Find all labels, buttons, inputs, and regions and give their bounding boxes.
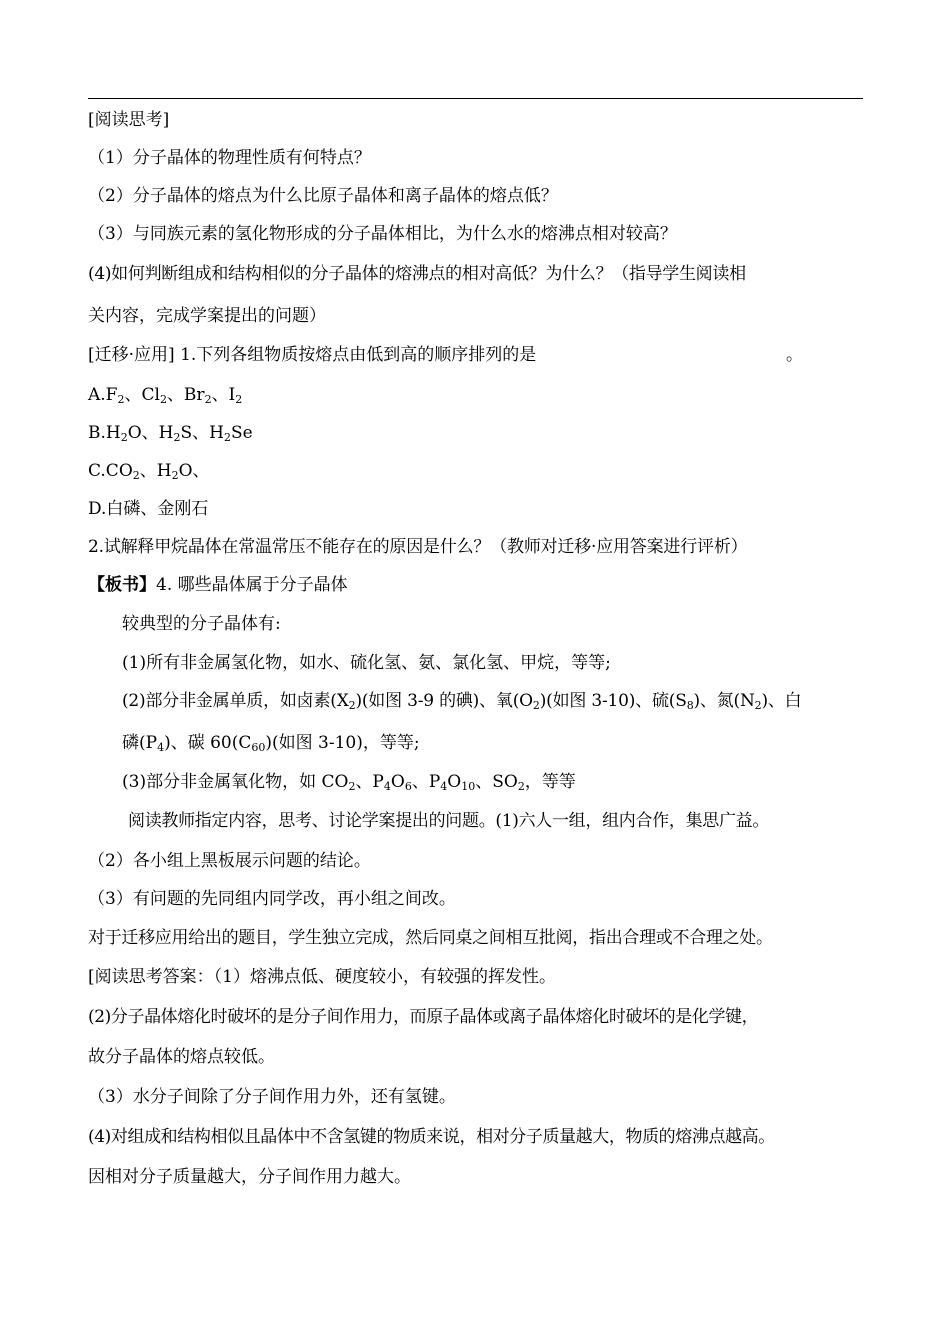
question-4: (4)如何判断组成和结构相似的分子晶体的熔沸点的相对高低？为什么？（指导学生阅读相 (88, 264, 746, 284)
answer-2: (2)分子晶体熔化时破坏的是分子间作用力，而原子晶体或离子晶体熔化时破坏的是化学键， (88, 1007, 759, 1027)
transfer-exercise-1: [迁移·应用] 1.下列各组物质按熔点由低到高的顺序排列的是 (88, 345, 537, 365)
question-2: （2）分子晶体的熔点为什么比原子晶体和离子晶体的熔点低？ (88, 186, 558, 206)
blackboard-heading (88, 573, 348, 597)
category-1: (1)所有非金属氢化物，如水、硫化氢、氨、氯化氢、甲烷，等等; (122, 653, 611, 673)
typical-molecular-crystals: 较典型的分子晶体有: (122, 614, 281, 634)
option-d: D.白磷、金刚石 (88, 499, 209, 519)
activity-step-2: （2）各小组上黑板展示问题的结论。 (88, 851, 371, 871)
answer-2-continued: 故分子晶体的熔点较低。 (88, 1047, 275, 1067)
category-2-continued: 磷$(P_4)$、碳 $60(C_{60})$(如图 3-10)，等等; (122, 733, 420, 754)
option-a: $A.F_2$、$Cl_2$、$Br_2$、$I_2$ (88, 385, 243, 406)
question-3: （3）与同族元素的氢化物形成的分子晶体相比，为什么水的熔沸点相对较高？ (88, 224, 677, 244)
blackboard-title: 4. 哪些晶体属于分子晶体 (156, 575, 348, 595)
blackboard-tag: 【板书】 (88, 575, 156, 595)
question-1: （1）分子晶体的物理性质有何特点？ (88, 148, 371, 168)
answer-4: (4)对组成和结构相似且晶体中不含氢键的物质来说，相对分子质量越大，物质的熔沸点越高。 (88, 1127, 775, 1147)
activity-step-3: （3）有问题的先同组内同学改，再小组之间改。 (88, 889, 456, 909)
transfer-exercise-2: 2.试解释甲烷晶体在常温常压不能存在的原因是什么？（教师对迁移·应用答案进行评析） (88, 537, 748, 557)
option-b: $B.H_2O$、$H_2S$、$H_2Se$ (88, 423, 253, 444)
answer-3: （3）水分子间除了分子间作用力外，还有氢键。 (88, 1087, 456, 1107)
category-2: (2)部分非金属单质，如卤素$(X_2)$(如图 3-9 的碘)、氧$(O_2)$(如图 3-10)、硫$(S_8)$、氮$(N_2)$、白 (122, 691, 802, 712)
section-heading-reading: [阅读思考] (88, 110, 170, 130)
option-c: $C.CO_2$、$H_2O$、 (88, 461, 210, 482)
category-3: (3)部分非金属氧化物，如 $CO_2$、$P_4O_6$、$P_4O_{10}$、$SO_2$，等等 (122, 772, 576, 793)
header-rule (88, 98, 863, 99)
reading-activity: 阅读教师指定内容，思考、讨论学案提出的问题。(1)六人一组，组内合作，集思广益。 (128, 811, 770, 831)
peer-review-note: 对于迁移应用给出的题目，学生独立完成，然后同桌之间相互批阅，指出合理或不合理之处。 (88, 928, 773, 948)
exercise-1-period: 。 (786, 345, 803, 365)
answer-4-continued: 因相对分子质量越大，分子间作用力越大。 (88, 1167, 411, 1187)
answer-1: [阅读思考答案：（1）熔沸点低、硬度较小，有较强的挥发性。 (88, 967, 556, 987)
question-4-continued: 关内容，完成学案提出的问题） (88, 306, 326, 326)
